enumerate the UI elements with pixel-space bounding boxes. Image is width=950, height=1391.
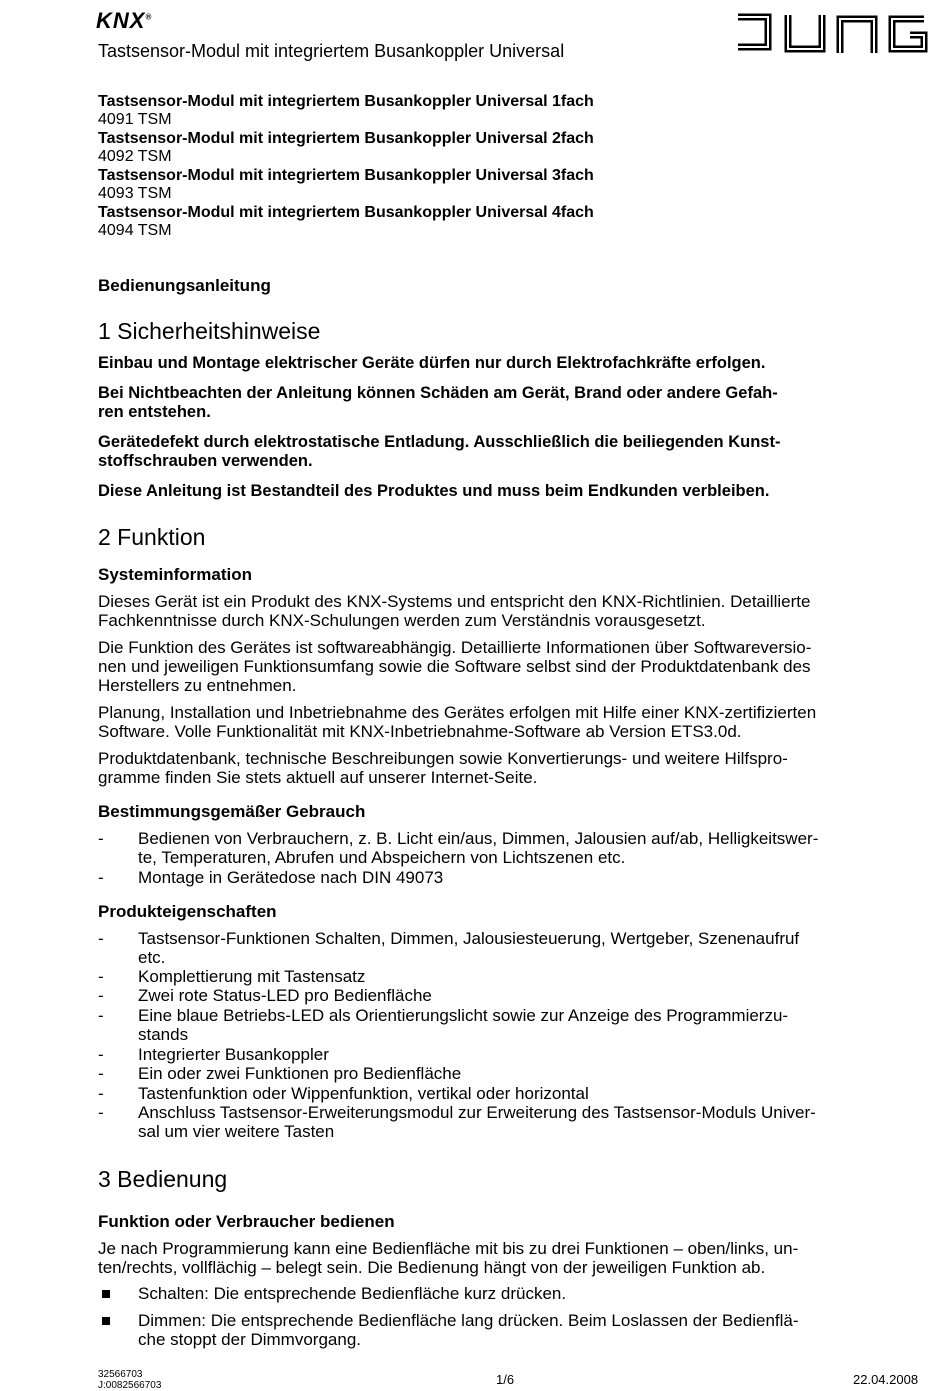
product-code: 4093 TSM [98,185,172,202]
document-title: Tastsensor-Modul mit integriertem Busankoppler Universal [98,41,565,61]
footer-date: 22.04.2008 [853,1372,919,1387]
product-code: 4091 TSM [98,111,172,128]
paragraph: Produktdatenbank, technische Beschreibungen sowie Konvertierungs- und weitere Hilfspro- gramme finden Sie stets aktuell auf unserer Internet-Seite. [98,749,788,787]
document-type-heading: Bedienungsanleitung [98,276,271,295]
paragraph: Die Funktion des Gerätes ist softwareabhängig. Detaillierte Informationen über Softwareversio- nen und jeweiligen Funktionsumfang sowie die Software selbst sind der Produktdatenbank des Herstellers zu entnehmen. [98,638,812,695]
product-name: Tastsensor-Modul mit integriertem Busankoppler Universal 2fach [98,130,594,147]
paragraph: Je nach Programmierung kann eine Bedienfläche mit bis zu drei Funktionen – oben/links, un- ten/rechts, vollflächig – belegt sein. Die Bedienung hängt von der jeweiligen Funktion ab. [98,1239,799,1277]
product-name: Tastsensor-Modul mit integriertem Busankoppler Universal 4fach [98,204,594,221]
paragraph: Dieses Gerät ist ein Produkt des KNX-Systems und entspricht den KNX-Richtlinien. Detaillierte Fachkenntnisse durch KNX-Schulungen werden zum Verständnis vorausgesetzt. [98,592,811,630]
subheading-operate-function: Funktion oder Verbraucher bedienen [98,1212,395,1231]
jung-logo [730,9,930,59]
safety-note: Einbau und Montage elektrischer Geräte dürfen nur durch Elektrofachkräfte erfolgen. [98,354,766,372]
subheading-system-info: Systeminformation [98,565,252,584]
safety-note: Gerätedefekt durch elektrostatische Entladung. Ausschließlich die beiliegenden Kunst- stoffschrauben verwenden. [98,433,781,470]
product-code: 4092 TSM [98,148,172,165]
product-name: Tastsensor-Modul mit integriertem Busankoppler Universal 3fach [98,167,594,184]
safety-note: Diese Anleitung ist Bestandteil des Produktes und muss beim Endkunden verbleiben. [98,482,770,500]
knx-logo: KNX® [96,8,153,33]
subheading-product-features: Produkteigenschaften [98,902,277,921]
subheading-intended-use: Bestimmungsgemäßer Gebrauch [98,802,366,821]
bullet-square-icon [102,1290,110,1298]
paragraph: Planung, Installation und Inbetriebnahme des Gerätes erfolgen mit Hilfe einer KNX-zertifizierten Software. Volle Funktionalität mit KNX-Inbetriebnahme-Software ab Version ETS3.0d. [98,703,817,741]
section-heading-function: 2 Funktion [98,524,206,550]
product-code: 4094 TSM [98,222,172,239]
bullet-square-icon [102,1317,110,1325]
section-heading-operation: 3 Bedienung [98,1166,228,1192]
safety-note: Bei Nichtbeachten der Anleitung können Schäden am Gerät, Brand oder andere Gefah- ren entstehen. [98,384,778,421]
footer-doc-number: 32566703 J:0082566703 [98,1369,162,1391]
footer-page-number: 1/6 [496,1372,515,1387]
section-heading-safety: 1 Sicherheitshinweise [98,318,321,344]
product-name: Tastsensor-Modul mit integriertem Busankoppler Universal 1fach [98,93,594,110]
